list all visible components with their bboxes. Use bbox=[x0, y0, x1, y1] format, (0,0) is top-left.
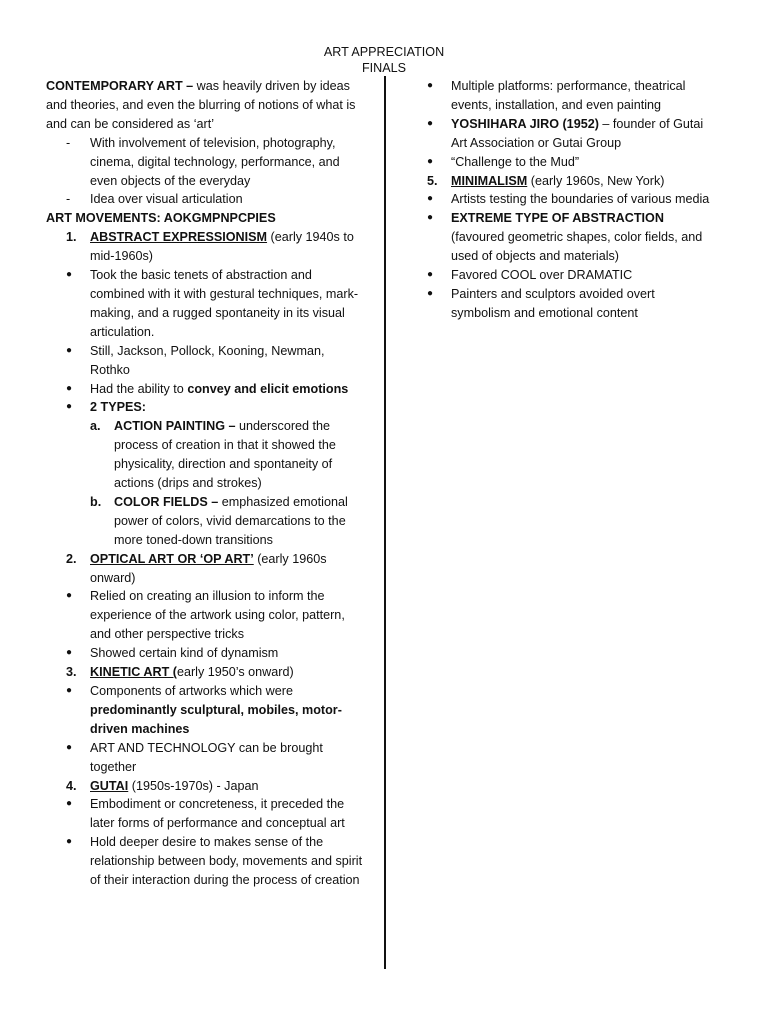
dash-item-text: With involvement of television, photography, cinema, digital technology, performance, and even objects of the everyday bbox=[90, 135, 340, 188]
title-line-2: FINALS bbox=[361, 61, 407, 75]
title-line-1: ART APPRECIATION bbox=[323, 45, 445, 59]
bullet-text: Favored COOL over DRAMATIC bbox=[451, 268, 633, 283]
movement-number: 2. bbox=[66, 551, 77, 566]
bullet-icon: ● bbox=[427, 269, 434, 281]
movement-gutai bbox=[46, 777, 364, 796]
bullet-item bbox=[427, 285, 717, 323]
bullet-icon: ● bbox=[66, 741, 73, 753]
movement-name: KINETIC ART ( bbox=[90, 665, 177, 680]
movement-abstract-expressionism bbox=[46, 228, 364, 266]
bullet-item bbox=[46, 682, 364, 739]
bullet-text: “Challenge to the Mud” bbox=[451, 154, 580, 169]
bullet-item bbox=[427, 266, 717, 285]
bullet-icon: ● bbox=[427, 212, 434, 224]
bullet-icon: ● bbox=[66, 798, 73, 810]
sub-item-marker: b. bbox=[90, 494, 102, 509]
movement-name: MINIMALISM bbox=[451, 173, 528, 188]
sub-item-marker: a. bbox=[90, 419, 101, 434]
movement-minimalism bbox=[427, 172, 717, 191]
document-title bbox=[0, 44, 768, 76]
dash-item bbox=[46, 134, 364, 191]
dash-item bbox=[46, 190, 364, 209]
movements-heading bbox=[46, 209, 364, 228]
bullet-icon: ● bbox=[427, 287, 434, 299]
bullet-item bbox=[46, 833, 364, 890]
bullet-text: Took the basic tenets of abstraction and combined with it with gestural techniques, mark-making, and a rugged spontaneity in its visual articulation. bbox=[90, 268, 359, 339]
bullet-item bbox=[46, 795, 364, 833]
movement-name: OPTICAL ART OR ‘OP ART’ bbox=[90, 551, 254, 566]
bullet-text: Showed certain kind of dynamism bbox=[90, 646, 279, 661]
bullet-item bbox=[46, 342, 364, 380]
bullet-emphasis: predominantly sculptural, mobiles, motor-driven machines bbox=[90, 702, 342, 736]
bullet-item bbox=[427, 209, 717, 266]
bullet-icon: ● bbox=[427, 117, 434, 129]
bullet-item bbox=[46, 739, 364, 777]
column-divider bbox=[384, 76, 386, 969]
movement-kinetic-art bbox=[46, 663, 364, 682]
dash-item-text: Idea over visual articulation bbox=[90, 192, 243, 207]
bullet-item bbox=[427, 153, 717, 172]
dash-marker: - bbox=[66, 135, 71, 150]
movement-number: 5. bbox=[427, 173, 438, 188]
bullet-emphasis: EXTREME TYPE OF ABSTRACTION bbox=[451, 211, 664, 226]
movement-date: (early 1960s, New York) bbox=[527, 173, 665, 188]
bullet-text: Components of artworks which were bbox=[90, 684, 293, 698]
right-column bbox=[427, 77, 717, 323]
movement-date: (1950s-1970s) - Japan bbox=[128, 778, 259, 793]
bullet-text: – founder of Gutai Art Association or Gutai Group bbox=[451, 116, 704, 150]
bullet-text: Hold deeper desire to makes sense of the relationship between body, movements and spirit of their interaction during the process of creation bbox=[90, 835, 363, 888]
bullet-icon: ● bbox=[427, 155, 434, 167]
bullet-emphasis: 2 TYPES: bbox=[90, 400, 146, 415]
movement-name: GUTAI bbox=[90, 778, 129, 793]
bullet-item bbox=[46, 380, 364, 399]
sub-item-action-painting bbox=[46, 417, 364, 493]
bullet-icon: ● bbox=[66, 269, 73, 281]
bullet-item bbox=[427, 190, 717, 209]
bullet-item bbox=[427, 115, 717, 153]
movement-number: 3. bbox=[66, 665, 77, 680]
bullet-text: Relied on creating an illusion to inform the experience of the artwork using color, pattern, and other perspective tricks bbox=[90, 589, 345, 642]
bullet-item bbox=[46, 398, 364, 417]
left-column bbox=[46, 77, 364, 890]
movement-date: (early 1940s to mid-1960s) bbox=[90, 230, 354, 264]
dash-marker: - bbox=[66, 192, 71, 207]
movement-date: (early 1960s onward) bbox=[90, 551, 327, 585]
sub-item-color-fields bbox=[46, 493, 364, 550]
sub-item-term: ACTION PAINTING – bbox=[114, 419, 236, 434]
bullet-item bbox=[427, 77, 717, 115]
sub-item-text: underscored the process of creation in that it showed the physicality, direction and spontaneity of actions (drips and strokes) bbox=[114, 419, 336, 491]
bullet-icon: ● bbox=[66, 647, 73, 659]
bullet-icon: ● bbox=[66, 836, 73, 848]
intro-paragraph bbox=[46, 77, 364, 134]
bullet-emphasis: convey and elicit emotions bbox=[187, 381, 349, 396]
movement-op-art bbox=[46, 550, 364, 588]
bullet-text: Multiple platforms: performance, theatrical events, installation, and even painting bbox=[451, 79, 686, 112]
bullet-text: (favoured geometric shapes, color fields, and used of objects and materials) bbox=[451, 230, 703, 264]
movement-date: early 1950’s onward) bbox=[176, 665, 294, 680]
sub-item-text: emphasized emotional power of colors, vivid demarcations to the more toned-down transitions bbox=[114, 494, 348, 547]
bullet-icon: ● bbox=[427, 193, 434, 205]
bullet-item bbox=[46, 266, 364, 342]
bullet-text: Artists testing the boundaries of various media bbox=[451, 192, 710, 207]
intro-text: was heavily driven by ideas and theories, and even the blurring of notions of what is and can be considered as ‘art’ bbox=[46, 79, 356, 131]
bullet-icon: ● bbox=[66, 590, 73, 602]
bullet-item bbox=[46, 587, 364, 644]
movements-heading-text: ART MOVEMENTS: AOKGMPNPCPIES bbox=[46, 211, 276, 226]
sub-item-term: COLOR FIELDS – bbox=[114, 494, 219, 509]
bullet-text: Had the ability to bbox=[90, 381, 188, 396]
bullet-icon: ● bbox=[427, 80, 434, 91]
bullet-icon: ● bbox=[66, 382, 73, 394]
bullet-item bbox=[46, 644, 364, 663]
bullet-text: ART AND TECHNOLOGY can be brought together bbox=[90, 740, 323, 774]
bullet-icon: ● bbox=[66, 685, 73, 696]
bullet-emphasis: YOSHIHARA JIRO (1952) bbox=[451, 116, 599, 131]
bullet-text: Painters and sculptors avoided overt symbolism and emotional content bbox=[451, 286, 655, 320]
bullet-text: Embodiment or concreteness, it preceded the later forms of performance and conceptual art bbox=[90, 797, 345, 831]
bullet-icon: ● bbox=[66, 401, 73, 413]
movement-number: 4. bbox=[66, 778, 77, 793]
movement-number: 1. bbox=[66, 230, 77, 245]
bullet-text: Still, Jackson, Pollock, Kooning, Newman, Rothko bbox=[90, 343, 325, 377]
bullet-icon: ● bbox=[66, 344, 73, 356]
movement-name: ABSTRACT EXPRESSIONISM bbox=[90, 230, 268, 245]
intro-term: CONTEMPORARY ART – bbox=[46, 79, 194, 93]
